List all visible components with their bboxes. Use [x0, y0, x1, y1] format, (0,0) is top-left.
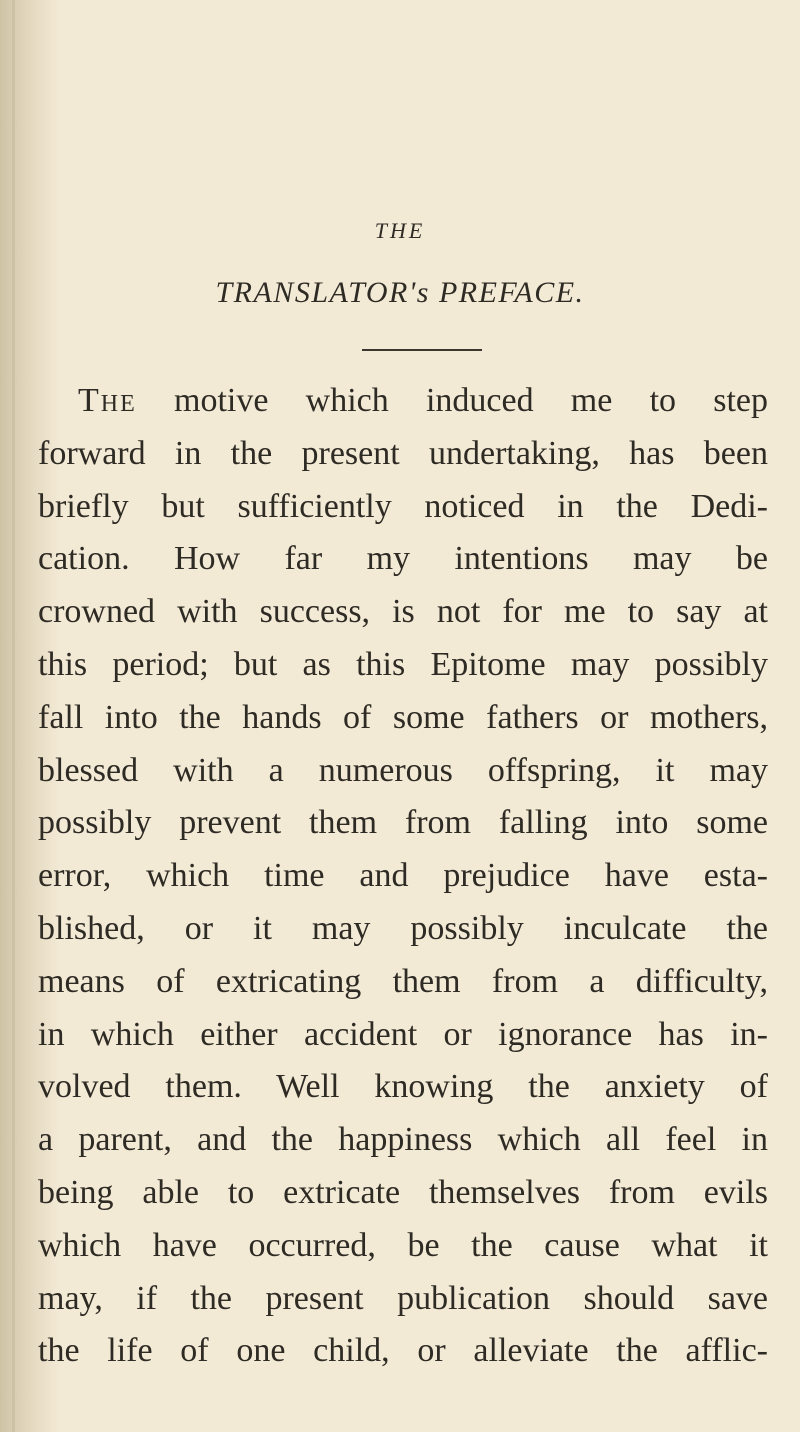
- text-line: which have occurred, be the cause what it: [38, 1226, 768, 1264]
- text-line: briefly but sufficiently noticed in the Dedi-: [38, 487, 768, 525]
- heading-the: THE: [374, 218, 426, 243]
- text-line: means of extricating them from a difficulty,: [38, 962, 768, 1000]
- text-line: the life of one child, or alleviate the afflic-: [38, 1332, 768, 1370]
- text-line-1: The motive which induced me to step: [78, 382, 769, 419]
- text-line: possibly prevent them from falling into some: [38, 804, 768, 842]
- page-title: [0, 276, 800, 310]
- text-line: blessed with a numerous offspring, it may: [38, 751, 768, 789]
- text-line: error, which time and prejudice have esta-: [38, 857, 768, 895]
- title-preface: PREFACE.: [438, 276, 585, 309]
- text-line: cation. How far my intentions may be: [38, 540, 768, 578]
- text-line: forward in the present undertaking, has been: [38, 434, 768, 472]
- text-line: crowned with success, is not for me to say at: [38, 593, 768, 631]
- text-line: being able to extricate themselves from evils: [38, 1173, 768, 1211]
- title-divider: [362, 349, 482, 351]
- text-line: may, if the present publication should save: [38, 1279, 768, 1317]
- text-line: a parent, and the happiness which all feel in: [38, 1121, 768, 1159]
- preface-body: [38, 375, 768, 1378]
- text-line: in which either accident or ignorance has in-: [38, 1015, 768, 1053]
- text-line: volved them. Well knowing the anxiety of: [38, 1068, 768, 1106]
- text-line: fall into the hands of some fathers or mothers,: [38, 698, 768, 736]
- opening-word: The: [78, 382, 137, 419]
- title-translators: TRANSLATOR's: [215, 276, 430, 309]
- text-line: this period; but as this Epitome may possibly: [38, 645, 768, 683]
- text-line: blished, or it may possibly inculcate the: [38, 909, 768, 947]
